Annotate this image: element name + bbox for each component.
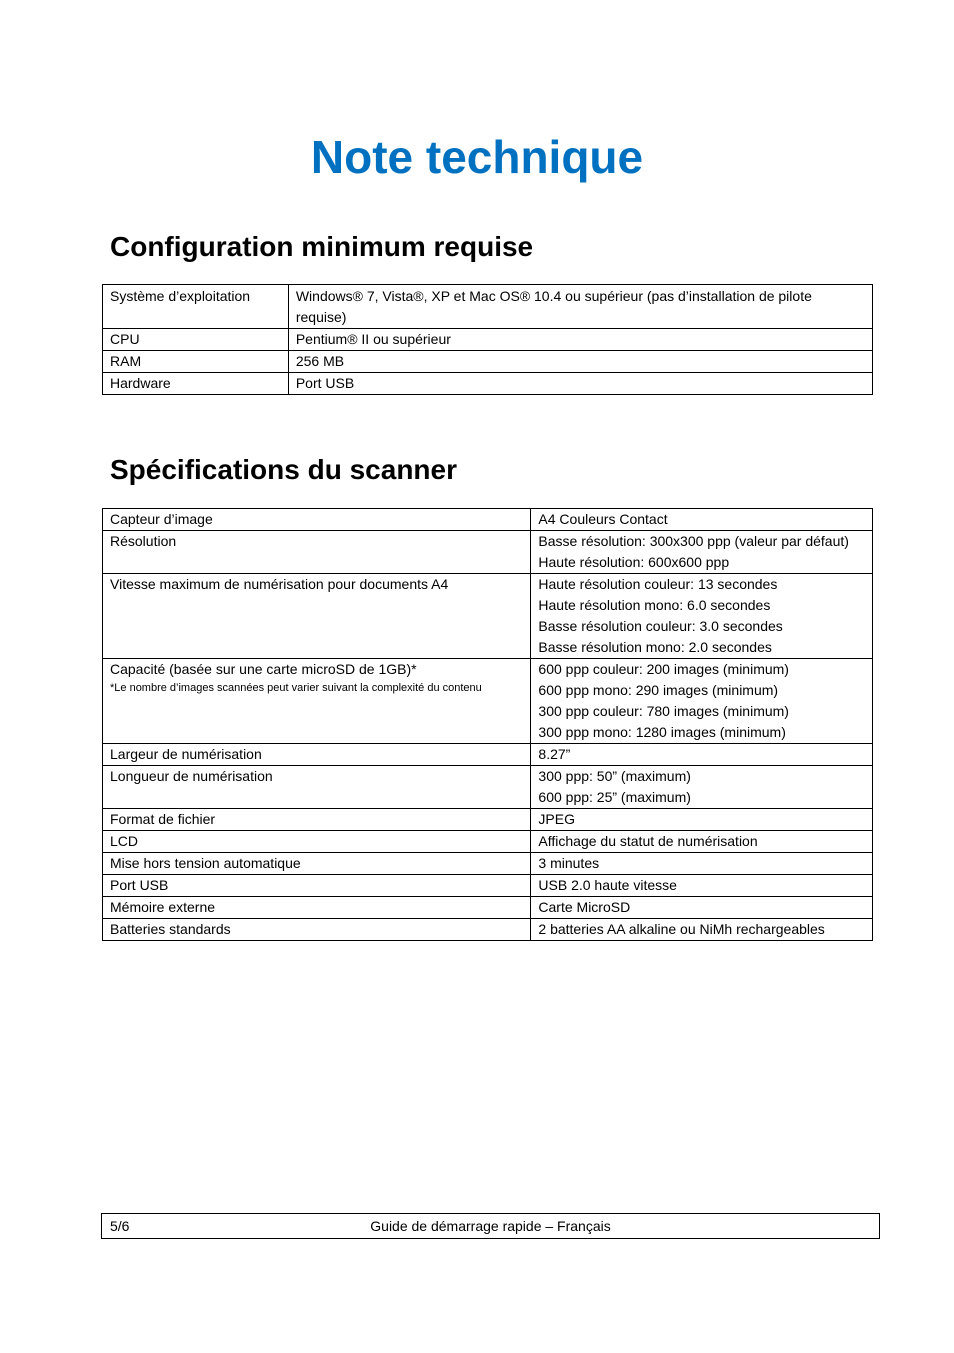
page-number: 5/6 [110,1218,130,1234]
spec-label: Résolution [103,531,531,574]
spec-value-line: Affichage du statut de numérisation [538,833,758,849]
spec-label: Port USB [103,875,531,897]
config-value: Port USB [288,373,872,395]
spec-value [531,509,873,531]
spec-label-cell [103,659,531,744]
table-row [103,373,873,395]
spec-value-line: JPEG [538,811,575,827]
spec-value [531,875,873,897]
page-title: Note technique [310,131,644,183]
spec-label: Capteur d’image [103,509,531,531]
spec-label: Batteries standards [103,919,531,941]
config-heading: Configuration minimum requise [110,231,534,262]
config-value: Windows® 7, Vista®, XP et Mac OS® 10.4 ou supérieur (pas d’installation de pilote requise) [288,285,872,329]
page-footer [101,1213,880,1239]
table-row [103,766,873,809]
spec-value-line: A4 Couleurs Contact [538,511,668,527]
spec-value [531,574,873,659]
config-table [102,284,873,395]
spec-value [531,831,873,853]
spec-label: Vitesse maximum de numérisation pour documents A4 [103,574,531,659]
spec-label: Largeur de numérisation [103,744,531,766]
table-row [103,875,873,897]
spec-value-line: 600 ppp couleur: 200 images (minimum) [538,661,789,677]
table-row [103,509,873,531]
config-label: CPU [103,329,289,351]
spec-value-line: Haute résolution couleur: 13 secondes [538,576,778,592]
table-row [103,531,873,574]
spec-value-line: 300 ppp couleur: 780 images (minimum) [538,703,789,719]
config-label: Système d’exploitation [103,285,289,329]
spec-value [531,766,873,809]
spec-value-line: USB 2.0 haute vitesse [538,877,677,893]
spec-value [531,809,873,831]
spec-label: Mémoire externe [103,897,531,919]
table-row [103,351,873,373]
spec-value [531,853,873,875]
spec-label: Capacité (basée sur une carte microSD de 1GB)* [110,661,417,677]
table-row [103,329,873,351]
table-row [103,659,873,744]
spec-value [531,919,873,941]
spec-label: Format de fichier [103,809,531,831]
spec-value-line: 300 ppp: 50” (maximum) [538,768,691,784]
spec-value [531,659,873,744]
spec-value-line: Basse résolution mono: 2.0 secondes [538,639,772,655]
specs-heading: Spécifications du scanner [110,454,457,485]
spec-value-line: 2 batteries AA alkaline ou NiMh rechargeables [538,921,825,937]
table-row [103,285,873,329]
spec-value-line: 300 ppp mono: 1280 images (minimum) [538,724,786,740]
spec-value-line: 3 minutes [538,855,600,871]
spec-value-line: 600 ppp: 25” (maximum) [538,789,691,805]
table-row [103,831,873,853]
spec-value [531,744,873,766]
spec-label: Longueur de numérisation [103,766,531,809]
table-row [103,809,873,831]
table-row [103,919,873,941]
table-row [103,744,873,766]
table-row [103,574,873,659]
spec-value-line: Basse résolution: 300x300 ppp (valeur par défaut) [538,533,849,549]
table-row [103,897,873,919]
spec-value-line: Haute résolution mono: 6.0 secondes [538,597,771,613]
table-row [103,853,873,875]
footnote: *Le nombre d’images scannées peut varier suivant la complexité du contenu [110,682,482,694]
config-value: Pentium® II ou supérieur [288,329,872,351]
config-label: RAM [103,351,289,373]
spec-value-line: 8.27” [538,746,571,762]
spec-value-line: 600 ppp mono: 290 images (minimum) [538,682,779,698]
spec-value [531,531,873,574]
spec-value-line: Basse résolution couleur: 3.0 secondes [538,618,783,634]
spec-label: Mise hors tension automatique [103,853,531,875]
config-value: 256 MB [288,351,872,373]
spec-label: LCD [103,831,531,853]
spec-value-line: Haute résolution: 600x600 ppp [538,554,730,570]
spec-value [531,897,873,919]
guide-title: Guide de démarrage rapide – Français [370,1218,611,1234]
spec-value-line: Carte MicroSD [538,899,631,915]
config-label: Hardware [103,373,289,395]
specs-table [102,508,873,941]
